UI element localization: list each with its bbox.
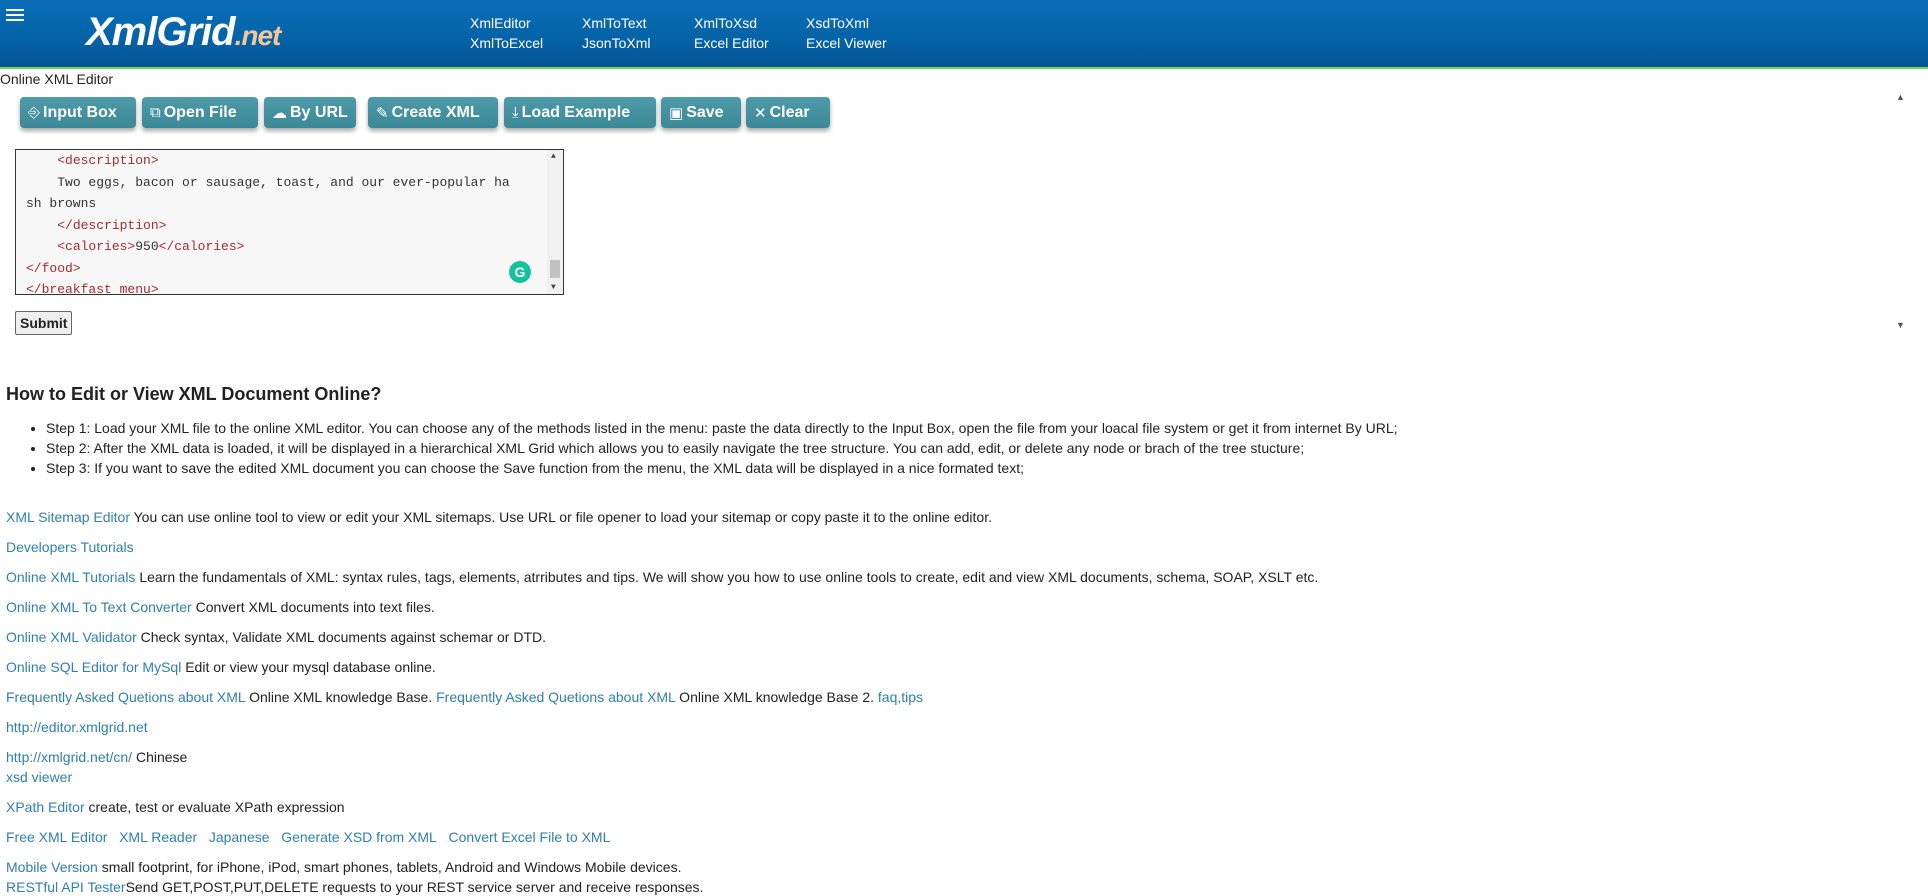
create-xml-label: Create XML [391,103,480,121]
input-box-icon: ⎆ [28,104,41,121]
sitemap-row [6,509,992,525]
free-xml-editor-link[interactable]: Free XML Editor [6,829,108,845]
logo-main: XmlGrid [86,10,235,54]
site-logo[interactable] [86,10,280,55]
code-line: </description> [57,217,167,233]
sql-row [6,659,436,675]
step-item: • Step 2: After the XML data is loaded, it will be displayed in a hierarchical XML Grid which allows you to easily navigate the tree structure. You can add, edit, or delete any node or brach of the tree stucture; [46,438,1398,458]
generate-xsd-link[interactable]: Generate XSD from XML [281,829,437,845]
chinese-link[interactable]: http://xmlgrid.net/cn/ [6,749,133,765]
faq-link-1[interactable]: Frequently Asked Quetions about XML [6,689,246,705]
xpath-editor-link[interactable]: XPath Editor [6,799,85,815]
close-icon: ✕ [754,104,767,122]
code-line: sh browns [26,196,97,211]
tutorials-text: Learn the fundamentals of XML: syntax rules, tags, elements, atrributes and tips. We will show you how to use online tools to create, edit and view XML documents, schema, SOAP, XSLT etc. [135,569,1319,585]
xml-reader-link[interactable]: XML Reader [119,829,198,845]
chinese-text: Chinese [132,749,188,765]
step-item: • Step 3: If you want to save the edited XML document you can choose the Save function from the menu, the XML data will be displayed in a nice formated text; [46,458,1398,478]
mobile-version-link[interactable]: Mobile Version [6,859,98,875]
xml-tutorials-link[interactable]: Online XML Tutorials [6,569,136,585]
nav-xsdtoxml[interactable]: XsdToXml [806,15,870,31]
textarea-scroll-thumb[interactable] [550,260,560,278]
japanese-link[interactable]: Japanese [208,829,270,845]
textarea-scroll-up-icon[interactable]: ▲ [551,152,556,161]
sitemap-text: You can use online tool to view or edit your XML sitemaps. Use URL or file opener to load your sitemap or copy paste it to the online editor. [129,509,992,525]
save-button[interactable] [661,97,741,128]
scroll-up-icon[interactable]: ▲ [1896,92,1905,102]
rest-tester-link[interactable]: RESTful API Tester [6,879,126,895]
clear-label: Clear [769,103,810,121]
input-box-label: Input Box [43,103,117,121]
open-file-button[interactable] [142,97,258,128]
to-text-text: Convert XML documents into text files. [191,599,435,615]
pencil-icon: ✎ [376,104,389,122]
xpath-row [6,799,345,815]
textarea-scroll-down-icon[interactable]: ▼ [551,283,556,292]
download-icon: ⤓ [512,104,519,121]
code-line: Two eggs, bacon or sausage, toast, and our ever-popular ha [57,174,510,190]
code-line: <description> [57,153,159,168]
nav-xmltoxsd[interactable]: XmlToXsd [694,15,758,31]
open-file-icon: ⧉ [150,104,161,121]
xml-to-text-link[interactable]: Online XML To Text Converter [6,599,192,615]
load-example-button[interactable] [504,97,656,128]
open-file-label: Open File [163,103,237,121]
grammarly-icon[interactable]: G [509,261,531,283]
nav-excel-editor[interactable]: Excel Editor [694,35,769,51]
validator-row [6,629,546,645]
validator-text: Check syntax, Validate XML documents against schemar or DTD. [136,629,547,645]
sql-editor-link[interactable]: Online SQL Editor for MySql [6,659,182,675]
xpath-text: create, test or evaluate XPath expression [84,799,345,815]
submit-button[interactable]: Submit [15,311,72,335]
step-item: • Step 1: Load your XML file to the online XML editor. You can choose any of the methods listed in the menu: paste the data directly to the Input Box, open the file from your loacal file system or get it from internet By URL; [46,418,1398,438]
dev-tutorials-row [6,539,134,555]
mobile-row [6,859,681,875]
editor-url-link[interactable]: http://editor.xmlgrid.net [6,719,148,735]
faq-link-2[interactable]: Frequently Asked Quetions about XML [436,689,676,705]
code-line: </food> [26,260,81,276]
by-url-button[interactable] [264,97,356,128]
by-url-label: By URL [290,103,348,121]
convert-excel-link[interactable]: Convert Excel File to XML [448,829,611,845]
developers-tutorials-link[interactable]: Developers Tutorials [6,539,134,555]
faq-text-1: Online XML knowledge Base. [245,689,437,705]
save-label: Save [686,103,724,121]
rest-text: Send GET,POST,PUT,DELETE requests to your REST service server and receive responses. [125,879,704,895]
rest-row [6,879,703,895]
faq-text-2: Online XML knowledge Base 2. [675,689,878,705]
faq-tips-link[interactable]: faq,tips [877,689,924,705]
editor-url-row [6,719,148,735]
hamburger-menu-icon[interactable] [6,9,24,23]
nav-xmltoexcel[interactable]: XmlToExcel [470,35,544,51]
sitemap-editor-link[interactable]: XML Sitemap Editor [6,509,130,525]
steps-list [6,418,1398,478]
site-header [0,0,1928,69]
mobile-text: small footprint, for iPhone, iPod, smart phones, tablets, Android and Windows Mobile devices. [97,859,682,875]
xsd-viewer-row [6,769,72,785]
nav-excel-viewer[interactable]: Excel Viewer [806,35,887,51]
editor-title: Online XML Editor [0,71,114,87]
nav-jsontoxml[interactable]: JsonToXml [582,35,651,51]
logo-tld: .net [234,20,281,51]
tutorials-row [6,569,1318,585]
cn-row [6,749,187,765]
load-example-label: Load Example [521,103,631,121]
cloud-icon: ☁ [272,104,287,122]
links-row [6,829,610,845]
xsd-viewer-link[interactable]: xsd viewer [6,769,73,785]
clear-button[interactable] [746,97,830,128]
textarea-scrollbar[interactable] [547,150,563,294]
xml-validator-link[interactable]: Online XML Validator [6,629,137,645]
panel-scrollbar[interactable] [1890,92,1912,332]
howto-heading: How to Edit or View XML Document Online? [6,384,382,404]
nav-xmltotext[interactable]: XmlToText [582,15,647,31]
nav-xmleditor[interactable]: XmlEditor [470,15,531,31]
xml-input-textarea[interactable] [15,149,564,295]
faq-row [6,689,923,705]
create-xml-button[interactable] [368,97,498,128]
to-text-row [6,599,435,615]
sql-text: Edit or view your mysql database online. [181,659,436,675]
floppy-icon: ▣ [669,104,684,122]
input-box-button[interactable] [20,97,136,128]
scroll-down-icon[interactable]: ▼ [1896,320,1905,330]
code-line: <calories>950</calories> [57,239,245,254]
code-line: </breakfast_menu> [26,282,159,295]
